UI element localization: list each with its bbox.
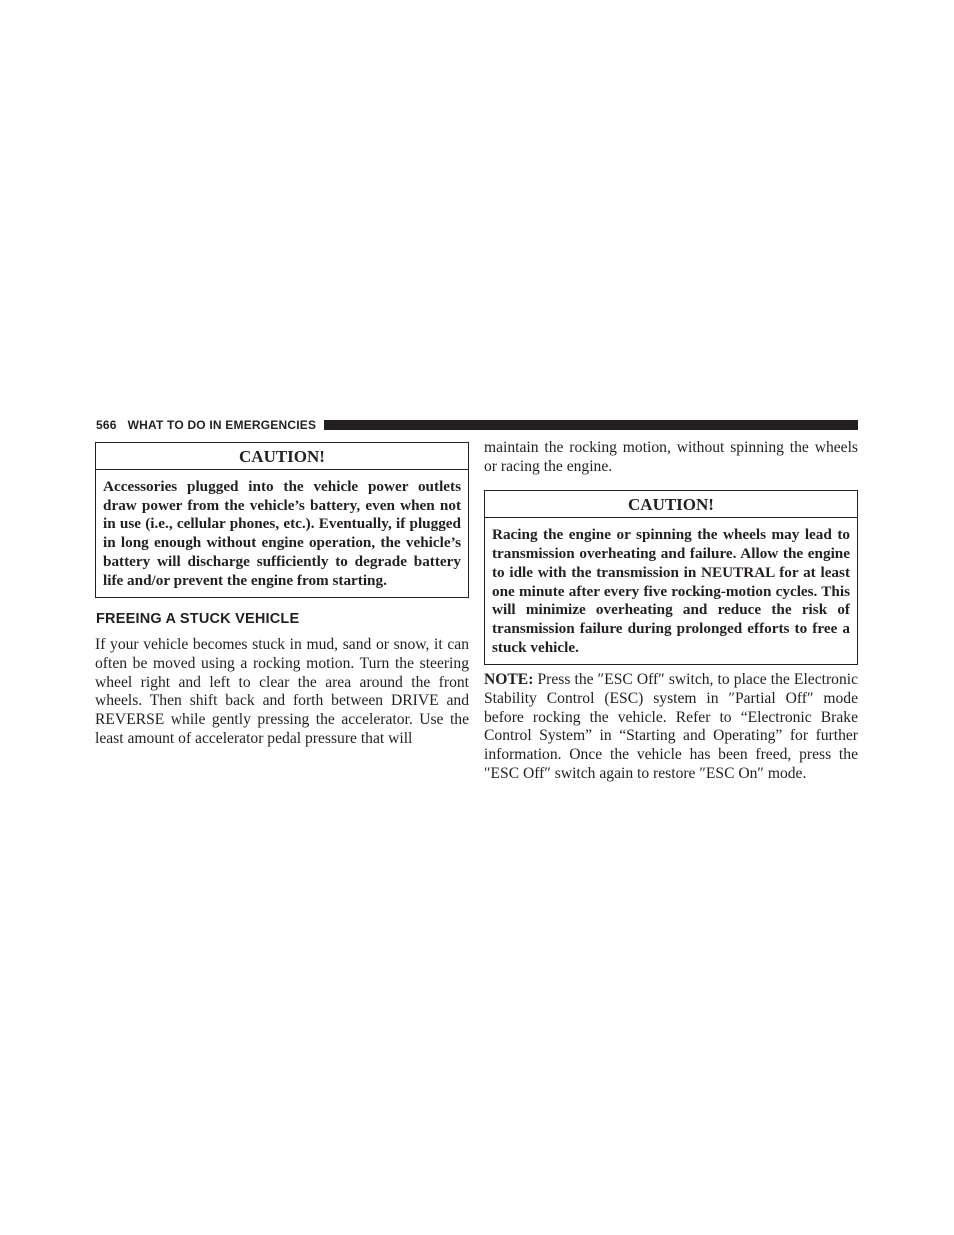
- left-column: [95, 438, 469, 748]
- caution-text: Racing the engine or spinning the wheels may lead to transmission overheating and failure. Allow the engine to idle with the transmission in NEUTRAL for at least one minute after every five rocking-motion cycles. This will minimize overheating and reduce the risk of transmission failure during prolonged efforts to free a stuck vehicle.: [492, 526, 850, 656]
- note-paragraph: [484, 671, 858, 783]
- body-paragraph-continued: maintain the rocking motion, without spinning the wheels or racing the engine.: [484, 439, 858, 475]
- note-label: NOTE:: [484, 671, 534, 689]
- caution-box-transmission: [484, 490, 858, 665]
- caution-text: Accessories plugged into the vehicle power outlets draw power from the vehicle’s battery, even when not in use (i.e., cellular phones, etc.). Eventually, if plugged in long enough without engine operation, the vehicle’s battery will discharge sufficiently to degrade battery life and/or prevent the engine from starting.: [103, 478, 461, 589]
- caution-title: CAUTION!: [485, 491, 857, 518]
- note-text: Press the ″ESC Off″ switch, to place the Electronic Stability Control (ESC) system in ″Partial Off″ mode before rocking the vehicle. Refer to “Electronic Brake Control System” in “Starting and Operating” for further information. Once the vehicle has been freed, press the ″ESC Off″ switch again to restore ″ESC On″ mode.: [484, 671, 858, 782]
- caution-box-outlets: [95, 442, 469, 598]
- caution-title: CAUTION!: [96, 443, 468, 470]
- right-column: [484, 438, 858, 784]
- section-title: WHAT TO DO IN EMERGENCIES: [127, 418, 317, 432]
- header-rule: [324, 420, 858, 430]
- page-header: [96, 416, 858, 434]
- section-heading: FREEING A STUCK VEHICLE: [96, 611, 300, 628]
- body-paragraph: If your vehicle becomes stuck in mud, sand or snow, it can often be moved using a rocking motion. Turn the steering wheel right and left to clear the area around the front wheels. Then shift back and forth between DRIVE and REVERSE while gently pressing the accelerator. Use the least amount of accelerator pedal pressure that will: [95, 636, 469, 747]
- page-number: 566: [96, 418, 117, 432]
